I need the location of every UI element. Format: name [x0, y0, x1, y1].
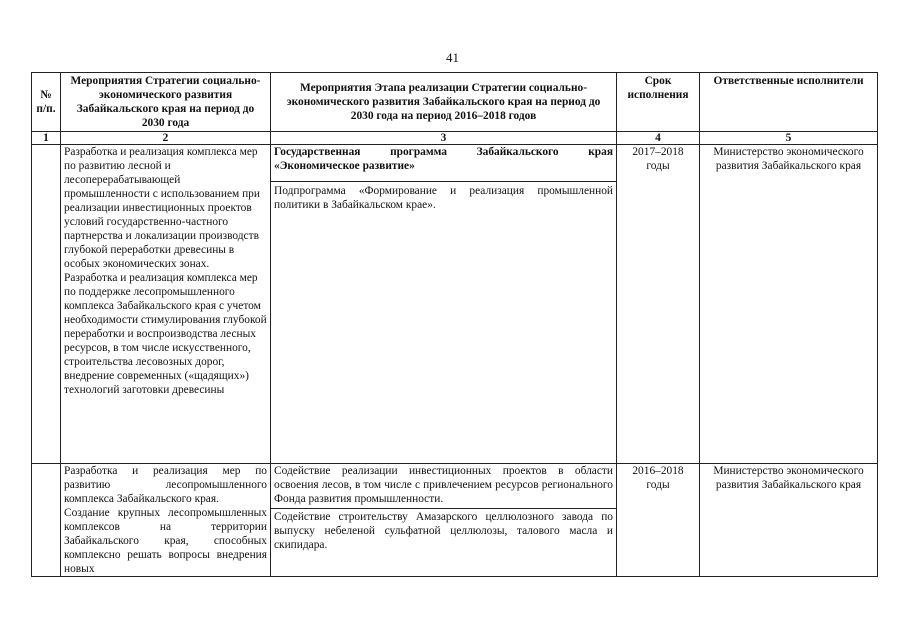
stage-item: Содействие реализации инвестиционных проектов в области освоения лесов, в том числе с привлечением ресурсов регионального Фонда развития промышленности.	[274, 465, 613, 505]
header-responsible: Ответственные исполнители	[700, 73, 878, 132]
row-stage-cell	[271, 464, 617, 577]
row-term: 2016–2018 годы	[617, 464, 700, 577]
row-responsible: Министерство экономического развития Забайкальского края	[700, 145, 878, 464]
table-row	[32, 145, 878, 464]
page-number: 41	[446, 50, 459, 65]
row-strategy-cell	[61, 464, 271, 577]
column-number: 4	[617, 132, 700, 145]
strategy-paragraph: Разработка и реализация комплекса мер по поддержке лесопромышленного комплекса Забайкальского края с учетом необходимости стимулирования глубокой переработки и воспроизводства лесных ресурсов, в том числе искусственного, строительства лесовозных дорог, внедрение современных («щадящих») технологий заготовки древесины	[64, 272, 267, 396]
column-number: 1	[32, 132, 61, 145]
row-num	[32, 145, 61, 464]
column-number: 2	[61, 132, 271, 145]
row-num	[32, 464, 61, 577]
strategy-paragraph: Разработка и реализация мер по развитию лесопромышленного комплекса Забайкальского края.	[64, 465, 267, 505]
header-stage: Мероприятия Этапа реализации Стратегии социально-экономического развития Забайкальского края на период до 2030 года на период 2016–2018 годов	[271, 73, 617, 132]
stage-program: Государственная программа Забайкальского края «Экономическое развитие»	[274, 146, 613, 172]
row-term: 2017–2018 годы	[617, 145, 700, 464]
table-header-row	[32, 73, 878, 132]
header-num: № п/п.	[32, 73, 61, 132]
stage-subprogram: Подпрограмма «Формирование и реализация промышленной политики в Забайкальском крае».	[271, 181, 616, 212]
header-term: Срок исполнения	[617, 73, 700, 132]
row-stage-cell	[271, 145, 617, 464]
column-number: 3	[271, 132, 617, 145]
row-strategy-cell	[61, 145, 271, 464]
stage-item: Содействие строительству Амазарского целлюлозного завода по выпуску небеленой сульфатной целлюлозы, талового масла и скипидара.	[271, 508, 616, 552]
strategy-paragraph: Разработка и реализация комплекса мер по развитию лесной и лесоперерабатывающей промышленности с использованием при реализации инвестиционных проектов условий государственно-частного партнерства и локализации производств глубокой переработки древесины в особых экономических зонах.	[64, 146, 260, 270]
row-responsible: Министерство экономического развития Забайкальского края	[700, 464, 878, 577]
column-number: 5	[700, 132, 878, 145]
column-number-row	[32, 132, 878, 145]
strategy-paragraph: Создание крупных лесопромышленных комплексов на территории Забайкальского края, способных комплексно решать вопросы внедрения новых	[64, 507, 267, 575]
header-strategy: Мероприятия Стратегии социально-экономического развития Забайкальского края на период до 2030 года	[61, 73, 271, 132]
table-row	[32, 464, 878, 577]
measures-table	[31, 72, 878, 577]
